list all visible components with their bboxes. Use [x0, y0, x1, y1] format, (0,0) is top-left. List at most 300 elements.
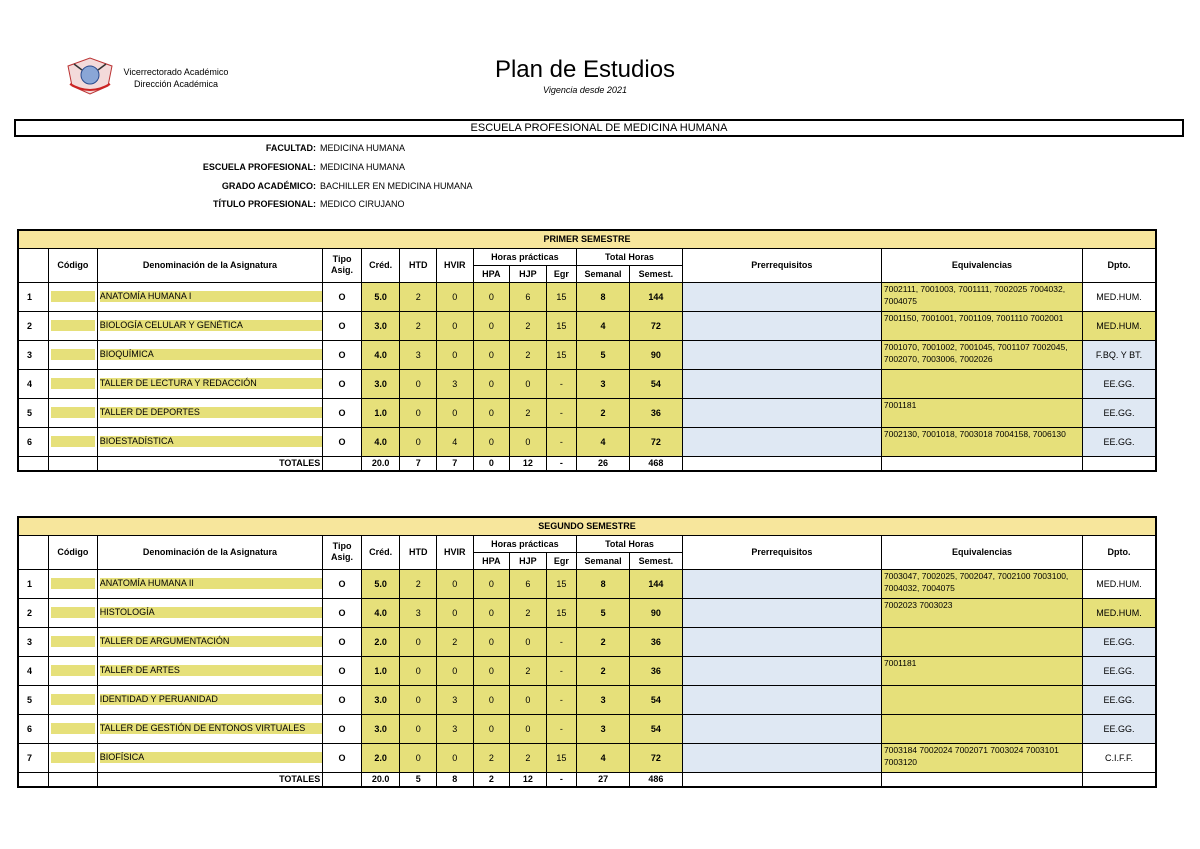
- col-horas-practicas: Horas prácticas: [473, 535, 577, 552]
- course-code: [48, 340, 97, 369]
- course-prereq: [682, 685, 881, 714]
- row-index: 4: [18, 656, 48, 685]
- totals-blank: [682, 456, 881, 471]
- course-egr: -: [546, 714, 576, 743]
- course-tipo: O: [323, 311, 362, 340]
- course-prereq: [682, 569, 881, 598]
- course-htd: 0: [400, 714, 437, 743]
- course-hpa: 0: [473, 340, 510, 369]
- course-hvir: 3: [437, 685, 474, 714]
- course-hjp: 0: [510, 714, 547, 743]
- table-row: [18, 369, 1156, 398]
- course-hpa: 0: [473, 398, 510, 427]
- semester-title: SEGUNDO SEMESTRE: [18, 517, 1156, 535]
- course-name: [97, 685, 323, 714]
- course-semest: 72: [629, 743, 682, 772]
- course-hjp: 2: [510, 311, 547, 340]
- course-egr: -: [546, 627, 576, 656]
- col-denominacion: Denominación de la Asignatura: [97, 248, 323, 282]
- totals-semest: 486: [629, 772, 682, 787]
- info-label: FACULTAD:: [265, 143, 316, 153]
- course-semanal: 2: [577, 627, 630, 656]
- course-name: [97, 398, 323, 427]
- col-hpa: HPA: [473, 265, 510, 282]
- course-cred: 1.0: [361, 398, 400, 427]
- col-semest: Semest.: [629, 265, 682, 282]
- school-banner: ESCUELA PROFESIONAL DE MEDICINA HUMANA: [14, 119, 1184, 137]
- course-hpa: 0: [473, 311, 510, 340]
- course-cred: 3.0: [361, 311, 400, 340]
- totals-hpa: 2: [473, 772, 510, 787]
- table-row: [18, 427, 1156, 456]
- course-equivalencias: 7001181: [881, 398, 1082, 427]
- totals-hjp: 12: [510, 456, 547, 471]
- col-dpto: Dpto.: [1083, 248, 1156, 282]
- course-egr: 15: [546, 311, 576, 340]
- course-hpa: 0: [473, 427, 510, 456]
- info-label: ESCUELA PROFESIONAL:: [202, 162, 316, 172]
- totals-hvir: 7: [436, 456, 473, 471]
- course-semanal: 4: [577, 427, 630, 456]
- course-cred: 4.0: [361, 598, 400, 627]
- table-row: [18, 685, 1156, 714]
- totals-cred: 20.0: [361, 772, 400, 787]
- course-prereq: [682, 656, 881, 685]
- col-egr: Egr: [546, 265, 576, 282]
- course-hjp: 6: [510, 282, 547, 311]
- course-hvir: 0: [437, 656, 474, 685]
- course-egr: 15: [546, 598, 576, 627]
- course-semanal: 5: [577, 598, 630, 627]
- course-tipo: O: [323, 569, 362, 598]
- course-name-text: ANATOMÍA HUMANA II: [100, 578, 323, 589]
- course-htd: 0: [400, 685, 437, 714]
- course-name-text: BIOFÍSICA: [100, 752, 323, 763]
- info-row-grado: [0, 179, 1200, 193]
- row-index: 5: [18, 398, 48, 427]
- col-denominacion: Denominación de la Asignatura: [97, 535, 323, 569]
- course-htd: 0: [400, 627, 437, 656]
- course-name-text: TALLER DE GESTIÓN DE ENTONOS VIRTUALES: [100, 723, 323, 734]
- course-name: [97, 311, 323, 340]
- course-equivalencias: 7003047, 7002025, 7002047, 7002100 7003100, 7004032, 7004075: [881, 569, 1082, 598]
- course-cred: 5.0: [361, 282, 400, 311]
- totals-egr: -: [546, 772, 576, 787]
- course-dpto: MED.HUM.: [1083, 282, 1156, 311]
- course-name: [97, 743, 323, 772]
- table-row: [18, 627, 1156, 656]
- course-dpto: MED.HUM.: [1083, 598, 1156, 627]
- course-semanal: 2: [577, 398, 630, 427]
- course-dpto: EE.GG.: [1083, 427, 1156, 456]
- totals-htd: 7: [400, 456, 437, 471]
- course-name-text: BIOQUÍMICA: [100, 349, 323, 360]
- course-name-text: IDENTIDAD Y PERUANIDAD: [100, 694, 323, 705]
- totals-hjp: 12: [510, 772, 547, 787]
- course-name: [97, 369, 323, 398]
- page-subtitle: Vigencia desde 2021: [543, 85, 627, 95]
- course-egr: -: [546, 427, 576, 456]
- course-equivalencias: 7002023 7003023: [881, 598, 1082, 627]
- course-egr: 15: [546, 282, 576, 311]
- totals-htd: 5: [400, 772, 437, 787]
- course-dpto: C.I.F.F.: [1083, 743, 1156, 772]
- course-hvir: 3: [437, 714, 474, 743]
- course-htd: 2: [400, 311, 437, 340]
- course-hvir: 0: [437, 743, 474, 772]
- course-name-text: ANATOMÍA HUMANA I: [100, 291, 323, 302]
- course-prereq: [682, 598, 881, 627]
- row-index: 5: [18, 685, 48, 714]
- course-semanal: 3: [577, 369, 630, 398]
- course-name: [97, 569, 323, 598]
- course-code: [48, 369, 97, 398]
- course-dpto: EE.GG.: [1083, 398, 1156, 427]
- col-total-horas: Total Horas: [577, 535, 683, 552]
- semester-table: [17, 229, 1157, 472]
- col-equivalencias: Equivalencias: [881, 248, 1082, 282]
- course-semanal: 2: [577, 656, 630, 685]
- col-semanal: Semanal: [577, 265, 630, 282]
- course-tipo: O: [323, 369, 362, 398]
- totals-cred: 20.0: [361, 456, 400, 471]
- course-hvir: 0: [436, 282, 473, 311]
- course-htd: 0: [400, 398, 437, 427]
- info-value: MEDICO CIRUJANO: [320, 199, 405, 209]
- course-equivalencias: 7001070, 7001002, 7001045, 7001107 7002045, 7002070, 7003006, 7002026: [881, 340, 1082, 369]
- course-code: [48, 569, 97, 598]
- course-egr: 15: [546, 743, 576, 772]
- course-egr: -: [546, 398, 576, 427]
- course-name: [97, 714, 323, 743]
- course-semest: 54: [629, 714, 682, 743]
- course-name: [97, 598, 323, 627]
- course-htd: 3: [400, 598, 437, 627]
- course-name: [97, 627, 323, 656]
- course-equivalencias: 7001181: [881, 656, 1082, 685]
- totals-egr: -: [546, 456, 576, 471]
- course-egr: 15: [546, 340, 576, 369]
- course-prereq: [682, 627, 881, 656]
- course-hvir: 0: [436, 340, 473, 369]
- course-semanal: 5: [577, 340, 630, 369]
- course-hvir: 0: [437, 598, 474, 627]
- course-tipo: O: [323, 685, 362, 714]
- course-hpa: 0: [473, 714, 510, 743]
- course-name-text: HISTOLOGÍA: [100, 607, 323, 618]
- course-prereq: [682, 398, 881, 427]
- course-hpa: 0: [473, 369, 510, 398]
- course-code: [48, 598, 97, 627]
- course-semest: 90: [629, 340, 682, 369]
- course-hpa: 2: [473, 743, 510, 772]
- course-semanal: 8: [577, 282, 630, 311]
- table-row: [18, 656, 1156, 685]
- course-prereq: [682, 714, 881, 743]
- course-equivalencias: [881, 714, 1082, 743]
- course-name-text: BIOESTADÍSTICA: [100, 436, 323, 447]
- course-tipo: O: [323, 743, 362, 772]
- course-tipo: O: [323, 398, 362, 427]
- course-name: [97, 656, 323, 685]
- course-semest: 36: [629, 627, 682, 656]
- course-semest: 54: [629, 685, 682, 714]
- course-semanal: 4: [577, 743, 630, 772]
- totals-hvir: 8: [437, 772, 474, 787]
- course-dpto: EE.GG.: [1083, 714, 1156, 743]
- row-index: 6: [18, 427, 48, 456]
- course-htd: 2: [400, 569, 437, 598]
- totals-blank: [682, 772, 881, 787]
- course-semanal: 4: [577, 311, 630, 340]
- course-hpa: 0: [473, 656, 510, 685]
- col-hvir: HVIR: [437, 535, 474, 569]
- course-hvir: 0: [436, 398, 473, 427]
- course-name-text: TALLER DE ARGUMENTACIÓN: [100, 636, 323, 647]
- totals-blank: [18, 772, 48, 787]
- course-htd: 0: [400, 427, 437, 456]
- col-horas-practicas: Horas prácticas: [473, 248, 577, 265]
- course-name: [97, 340, 323, 369]
- totals-label: TOTALES: [97, 456, 323, 471]
- course-htd: 3: [400, 340, 437, 369]
- col-codigo: Código: [48, 535, 97, 569]
- course-equivalencias: [881, 685, 1082, 714]
- info-value: MEDICINA HUMANA: [320, 143, 406, 153]
- course-hvir: 2: [437, 627, 474, 656]
- institution-name: [110, 66, 242, 90]
- course-prereq: [682, 369, 881, 398]
- course-semanal: 3: [577, 685, 630, 714]
- course-hvir: 3: [436, 369, 473, 398]
- course-prereq: [682, 427, 881, 456]
- col-codigo: Código: [48, 248, 97, 282]
- course-hjp: 2: [510, 340, 547, 369]
- course-prereq: [682, 282, 881, 311]
- course-cred: 5.0: [361, 569, 400, 598]
- course-semest: 72: [629, 311, 682, 340]
- course-semanal: 3: [577, 714, 630, 743]
- course-tipo: O: [323, 627, 362, 656]
- course-dpto: MED.HUM.: [1083, 311, 1156, 340]
- course-tipo: O: [323, 714, 362, 743]
- totals-semest: 468: [629, 456, 682, 471]
- course-prereq: [682, 743, 881, 772]
- course-hpa: 0: [473, 282, 510, 311]
- totals-semanal: 27: [577, 772, 630, 787]
- course-htd: 0: [400, 656, 437, 685]
- page-title: Plan de Estudios: [494, 56, 676, 83]
- totals-row: [18, 456, 1156, 471]
- col-prerrequisitos: Prerrequisitos: [682, 248, 881, 282]
- course-equivalencias: 7002130, 7001018, 7003018 7004158, 7006130: [881, 427, 1082, 456]
- table-row: [18, 743, 1156, 772]
- course-semest: 36: [629, 398, 682, 427]
- course-semanal: 8: [577, 569, 630, 598]
- col-prerrequisitos: Prerrequisitos: [682, 535, 881, 569]
- info-label: TÍTULO PROFESIONAL:: [213, 199, 316, 209]
- col-htd: HTD: [400, 535, 437, 569]
- course-cred: 1.0: [361, 656, 400, 685]
- course-hpa: 0: [473, 627, 510, 656]
- row-index: 3: [18, 340, 48, 369]
- course-hjp: 0: [510, 369, 547, 398]
- totals-blank: [18, 456, 48, 471]
- course-hjp: 0: [510, 685, 547, 714]
- semester-title: PRIMER SEMESTRE: [18, 230, 1156, 248]
- course-htd: 0: [400, 369, 437, 398]
- course-cred: 4.0: [361, 340, 400, 369]
- course-hpa: 0: [473, 685, 510, 714]
- course-dpto: F.BQ. Y BT.: [1083, 340, 1156, 369]
- row-index: 4: [18, 369, 48, 398]
- course-cred: 3.0: [361, 685, 400, 714]
- col-cred: Créd.: [361, 535, 400, 569]
- course-equivalencias: [881, 627, 1082, 656]
- row-index: 3: [18, 627, 48, 656]
- course-cred: 3.0: [361, 714, 400, 743]
- course-equivalencias: [881, 369, 1082, 398]
- col-hjp: HJP: [510, 265, 547, 282]
- course-semest: 36: [629, 656, 682, 685]
- course-code: [48, 427, 97, 456]
- col-semest: Semest.: [629, 552, 682, 569]
- info-label: GRADO ACADÉMICO:: [221, 181, 316, 191]
- course-hjp: 2: [510, 656, 547, 685]
- col-dpto: Dpto.: [1083, 535, 1156, 569]
- course-dpto: EE.GG.: [1083, 685, 1156, 714]
- row-index: 2: [18, 311, 48, 340]
- table-row: [18, 282, 1156, 311]
- info-row-escuela: [0, 160, 1200, 174]
- totals-blank: [1083, 772, 1156, 787]
- course-hvir: 0: [436, 311, 473, 340]
- course-hjp: 0: [510, 427, 547, 456]
- course-name: [97, 282, 323, 311]
- totals-blank: [881, 772, 1082, 787]
- course-hvir: 4: [436, 427, 473, 456]
- university-logo-icon: [64, 56, 116, 96]
- table-row: [18, 311, 1156, 340]
- course-dpto: EE.GG.: [1083, 627, 1156, 656]
- course-name: [97, 427, 323, 456]
- course-htd: 0: [400, 743, 437, 772]
- course-hpa: 0: [473, 598, 510, 627]
- course-code: [48, 398, 97, 427]
- course-hjp: 2: [510, 743, 547, 772]
- col-semanal: Semanal: [577, 552, 630, 569]
- course-semest: 72: [629, 427, 682, 456]
- table-row: [18, 340, 1156, 369]
- course-hvir: 0: [437, 569, 474, 598]
- course-equivalencias: 7002111, 7001003, 7001111, 7002025 7004032, 7004075: [881, 282, 1082, 311]
- course-name-text: BIOLOGÍA CELULAR Y GENÉTICA: [100, 320, 323, 331]
- col-cred: Créd.: [361, 248, 400, 282]
- course-code: [48, 685, 97, 714]
- course-name-text: TALLER DE DEPORTES: [100, 407, 323, 418]
- col-egr: Egr: [546, 552, 576, 569]
- col-tipo: Tipo Asig.: [323, 248, 362, 282]
- course-equivalencias: 7001150, 7001001, 7001109, 7001110 7002001: [881, 311, 1082, 340]
- col-equivalencias: Equivalencias: [881, 535, 1082, 569]
- course-prereq: [682, 311, 881, 340]
- col-index: [18, 535, 48, 569]
- col-hvir: HVIR: [436, 248, 473, 282]
- course-htd: 2: [400, 282, 437, 311]
- course-egr: 15: [546, 569, 576, 598]
- info-row-titulo: [0, 197, 1200, 211]
- course-code: [48, 743, 97, 772]
- totals-blank: [48, 456, 97, 471]
- course-tipo: O: [323, 656, 362, 685]
- course-hjp: 0: [510, 627, 547, 656]
- course-egr: -: [546, 369, 576, 398]
- course-equivalencias: 7003184 7002024 7002071 7003024 7003101 7003120: [881, 743, 1082, 772]
- course-code: [48, 656, 97, 685]
- course-dpto: MED.HUM.: [1083, 569, 1156, 598]
- totals-blank: [323, 772, 362, 787]
- row-index: 1: [18, 569, 48, 598]
- course-prereq: [682, 340, 881, 369]
- course-cred: 2.0: [361, 627, 400, 656]
- table-row: [18, 714, 1156, 743]
- totals-label: TOTALES: [97, 772, 323, 787]
- totals-hpa: 0: [473, 456, 510, 471]
- totals-blank: [1083, 456, 1156, 471]
- info-row-facultad: [0, 141, 1200, 155]
- totals-blank: [323, 456, 362, 471]
- course-tipo: O: [323, 282, 362, 311]
- table-row: [18, 398, 1156, 427]
- course-cred: 3.0: [361, 369, 400, 398]
- course-hpa: 0: [473, 569, 510, 598]
- row-index: 2: [18, 598, 48, 627]
- course-semest: 90: [629, 598, 682, 627]
- row-index: 6: [18, 714, 48, 743]
- table-row: [18, 598, 1156, 627]
- course-hjp: 2: [510, 398, 547, 427]
- info-value: MEDICINA HUMANA: [320, 162, 406, 172]
- col-htd: HTD: [400, 248, 437, 282]
- course-code: [48, 282, 97, 311]
- row-index: 7: [18, 743, 48, 772]
- col-total-horas: Total Horas: [577, 248, 683, 265]
- table-row: [18, 569, 1156, 598]
- course-name-text: TALLER DE LECTURA Y REDACCIÓN: [100, 378, 323, 389]
- course-name-text: TALLER DE ARTES: [100, 665, 323, 676]
- info-value: BACHILLER EN MEDICINA HUMANA: [320, 181, 473, 191]
- course-code: [48, 627, 97, 656]
- course-cred: 2.0: [361, 743, 400, 772]
- semester-table: [17, 516, 1157, 788]
- course-dpto: EE.GG.: [1083, 369, 1156, 398]
- course-cred: 4.0: [361, 427, 400, 456]
- totals-blank: [48, 772, 97, 787]
- totals-row: [18, 772, 1156, 787]
- col-hpa: HPA: [473, 552, 510, 569]
- course-tipo: O: [323, 427, 362, 456]
- row-index: 1: [18, 282, 48, 311]
- course-tipo: O: [323, 340, 362, 369]
- course-dpto: EE.GG.: [1083, 656, 1156, 685]
- institution-line-2: Dirección Académica: [133, 79, 219, 89]
- course-tipo: O: [323, 598, 362, 627]
- col-hjp: HJP: [510, 552, 547, 569]
- course-semest: 54: [629, 369, 682, 398]
- course-semest: 144: [629, 282, 682, 311]
- col-tipo: Tipo Asig.: [323, 535, 362, 569]
- course-egr: -: [546, 656, 576, 685]
